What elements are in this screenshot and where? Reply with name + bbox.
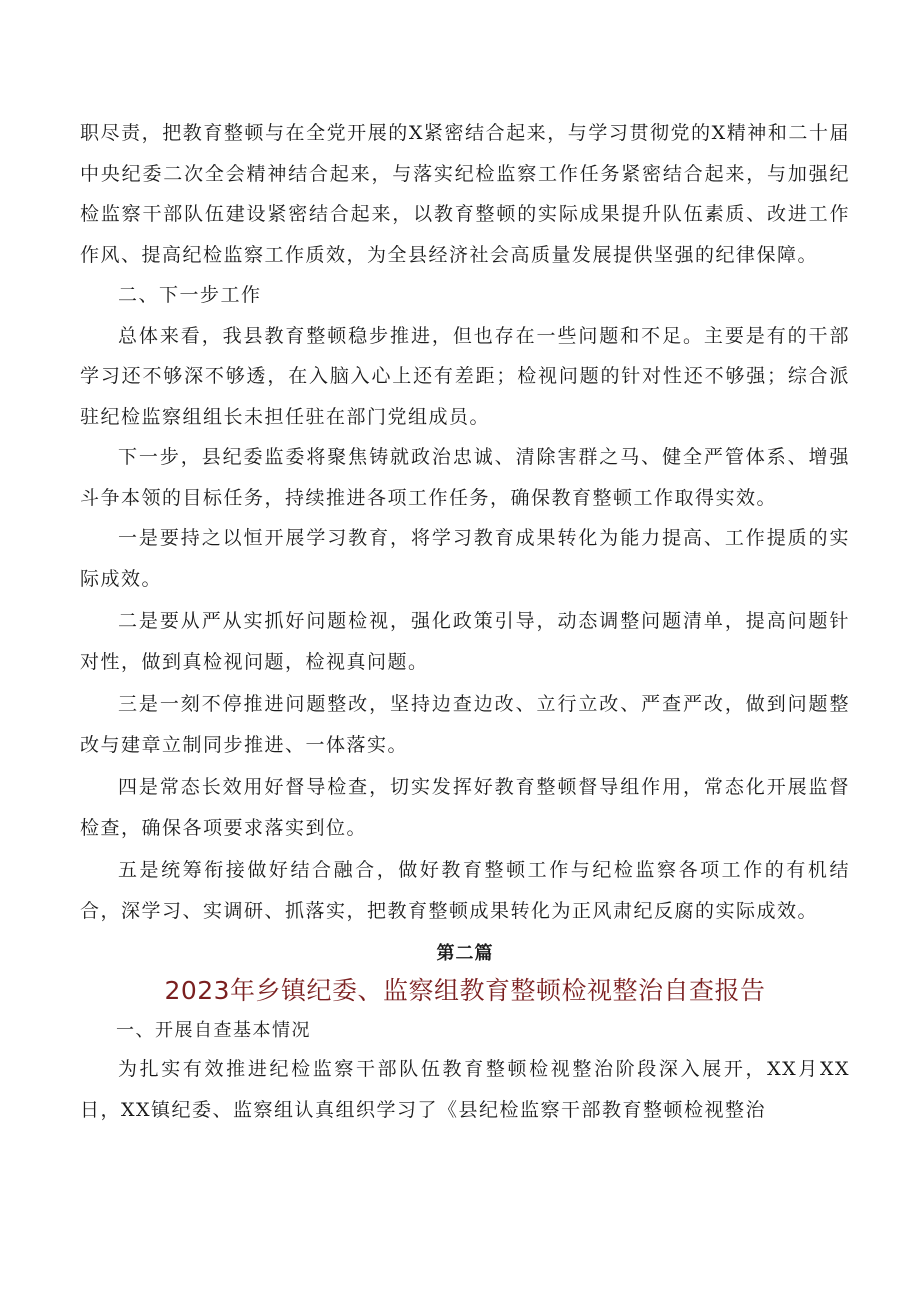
paragraph-overview: 总体来看，我县教育整顿稳步推进，但也存在一些问题和不足。主要是有的干部学习还不够深不够透，在入脑入心上还有差距；检视问题的针对性还不够强；综合派驻纪检监察组组长未担任驻在部门党组成员。 — [80, 324, 850, 428]
section-heading-next-steps: 二、下一步工作 — [118, 284, 262, 306]
paragraph-self-check-intro: 为扎实有效推进纪检监察干部队伍教育整顿检视整治阶段深入展开，XX月XX日，XX镇纪委、监察组认真组织学习了《县纪检监察干部教育整顿检视整治 — [80, 1058, 850, 1121]
document-body — [80, 113, 850, 1130]
paragraph-next-step: 下一步，县纪委监委将聚焦铸就政治忠诚、清除害群之马、健全严管体系、增强斗争本领的目标任务，持续推进各项工作任务，确保教育整顿工作取得实效。 — [80, 446, 850, 509]
section-heading-self-check: 一、开展自查基本情况 — [116, 1020, 311, 1041]
paragraph-item-one: 一是要持之以恒开展学习教育，将学习教育成果转化为能力提高、工作提质的实际成效。 — [80, 527, 850, 590]
paragraph-item-two: 二是要从严从实抓好问题检视，强化政策引导，动态调整问题清单，提高问题针对性，做到真检视问题，检视真问题。 — [80, 610, 850, 673]
paragraph-item-four: 四是常态长效用好督导检查，切实发挥好教育整顿督导组作用，常态化开展监督检查，确保各项要求落实到位。 — [80, 776, 850, 839]
paragraph-continuation: 职尽责，把教育整顿与在全党开展的X紧密结合起来，与学习贯彻党的X精神和二十届中央纪委二次全会精神结合起来，与落实纪检监察工作任务紧密结合起来，与加强纪检监察干部队伍建设紧密结合起来，以教育整顿的实际成果提升队伍素质、改进工作作风、提高纪检监察工作质效，为全县经济社会高质量发展提供坚强的纪律保障。 — [80, 122, 850, 266]
paragraph-item-five: 五是统筹衔接做好结合融合，做好教育整顿工作与纪检监察各项工作的有机结合，深学习、实调研、抓落实，把教育整顿成果转化为正风肃纪反腐的实际成效。 — [80, 859, 850, 922]
report-title: 2023年乡镇纪委、监察组教育整顿检视整治自查报告 — [164, 976, 766, 1005]
paragraph-item-three: 三是一刻不停推进问题整改，坚持边查边改、立行立改、严查严改，做到问题整改与建章立制同步推进、一体落实。 — [80, 693, 850, 756]
section-label-part-two: 第二篇 — [436, 943, 494, 964]
